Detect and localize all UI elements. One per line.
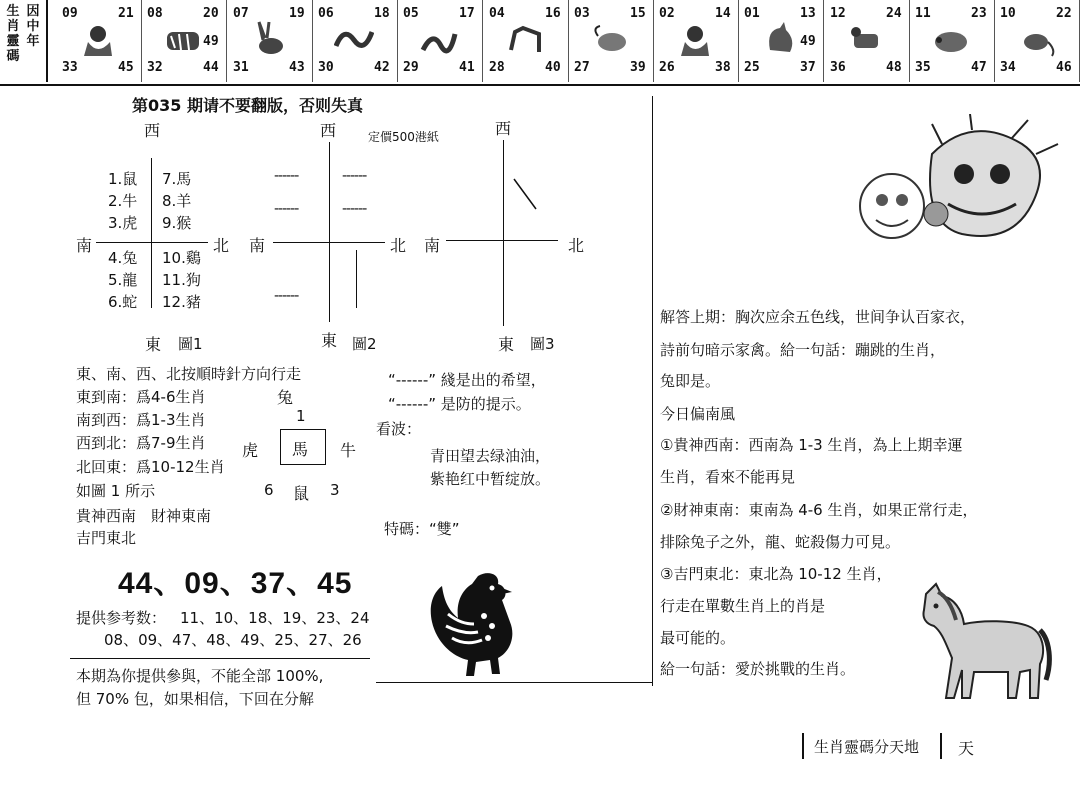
diagonal-stroke <box>510 175 540 215</box>
zodiac-number-top-right: 14 <box>715 6 731 21</box>
legend-prevent: “------” 是防的提示。 <box>388 395 531 413</box>
zodiac-number-bottom-right: 40 <box>545 60 561 75</box>
goat-icon <box>590 20 630 58</box>
zodiac-number-top-right: 15 <box>630 6 646 21</box>
diagram1-caption: 圖1 <box>178 335 203 353</box>
hint-2-line-1: ②財神東南：東南為 4-6 生肖，如果正常行走， <box>660 501 978 519</box>
zodiac-cell <box>653 0 739 82</box>
footer-char: 天 <box>958 739 975 758</box>
zodiac-number-top-left: 03 <box>574 6 590 21</box>
monkey-icon <box>78 20 118 58</box>
diagram2-east: 東 <box>321 331 338 350</box>
hint-2-line-2: 排除兔子之外，龍、蛇殺傷力可見。 <box>660 533 901 551</box>
zodiac-number-bottom-left: 31 <box>233 60 249 75</box>
zodiac-number-bottom-right: 46 <box>1056 60 1072 75</box>
rooster-icon <box>760 20 800 58</box>
diagram3-west: 西 <box>495 119 512 138</box>
zodiac-number-top-right: 16 <box>545 6 561 21</box>
direction-row-1: 貴神西南 財神東南 <box>76 507 212 525</box>
wind-line: 今日偏南風 <box>660 405 736 423</box>
zodiac-cell <box>483 0 569 82</box>
diagram1-item-right: 10.鷄 <box>162 249 201 267</box>
zodiac-number-bottom-left: 28 <box>489 60 505 75</box>
zodiac-number-bottom-right: 39 <box>630 60 646 75</box>
direction-row-2: 吉門東北 <box>76 529 137 547</box>
rule-line-1: 東、南、西、北按順時針方向行走 <box>76 365 302 383</box>
diagram2-south: 南 <box>249 236 266 255</box>
ref-numbers-line-1: 11、10、18、19、23、24 <box>180 609 370 627</box>
diagram1-item-right: 12.豬 <box>162 293 201 311</box>
zodiac-number-bottom-right: 47 <box>971 60 987 75</box>
zodiac-number-top-left: 05 <box>403 6 419 21</box>
zodiac-cell <box>141 0 227 82</box>
zodiac-cell <box>909 0 995 82</box>
zodiac-number-bottom-left: 30 <box>318 60 334 75</box>
zodiac-cell <box>994 0 1080 82</box>
answer-line-1: 解答上期：胸次应余五色线，世间争认百家衣， <box>660 308 976 326</box>
zodiac-number-top-right: 19 <box>289 6 305 21</box>
diagram1-item-left: 5.龍 <box>108 271 138 289</box>
brand-logo <box>0 0 48 82</box>
zodiac-number-bottom-left: 26 <box>659 60 675 75</box>
dog-icon <box>846 20 886 58</box>
horse-icon <box>505 20 545 58</box>
zodiac-number-bottom-right: 44 <box>203 60 219 75</box>
price-text: 定價500港紙 <box>368 130 439 144</box>
hint-3-line-3: 最可能的。 <box>660 629 736 647</box>
footer-brand-box <box>802 733 942 759</box>
zodiac-number-bottom-right: 42 <box>374 60 390 75</box>
cross-bottom: 鼠 <box>293 484 310 503</box>
zodiac-number-top-right: 21 <box>118 6 134 21</box>
hint-1-line-2: 生肖，看來不能再見 <box>660 468 796 486</box>
monkey-icon <box>675 20 715 58</box>
diagram2-west: 西 <box>320 121 337 140</box>
closing-line-1: 本期為你提供參與，不能全部 100%, <box>76 667 324 685</box>
zodiac-number-top-left: 06 <box>318 6 334 21</box>
zodiac-cell <box>824 0 910 82</box>
rooster-icon <box>418 566 534 682</box>
zodiac-cell <box>227 0 313 82</box>
rule-line-3: 南到西：爲1-3生肖 <box>76 411 206 429</box>
answer-line-2: 詩前句暗示家禽。給一句話：蹦跳的生肖， <box>660 341 946 359</box>
cross-left: 虎 <box>242 441 259 460</box>
zodiac-number-top-left: 04 <box>489 6 505 21</box>
diagram1-item-right: 7.馬 <box>162 170 192 188</box>
zodiac-cell <box>312 0 398 82</box>
cross-bottom-right-number: 3 <box>330 481 340 499</box>
horse-icon <box>912 580 1058 702</box>
zodiac-number-top-right: 17 <box>459 6 475 21</box>
rabbit-icon <box>249 20 289 58</box>
zodiac-number-top-right: 22 <box>1056 6 1072 21</box>
poem-line-1: 青田望去绿油油， <box>430 447 551 465</box>
diagram1-east: 東 <box>145 335 162 354</box>
ref-numbers-line-2: 08、09、47、48、49、25、27、26 <box>104 631 362 649</box>
rule-line-2: 東到南：爲4-6生肖 <box>76 388 206 406</box>
zodiac-number-bottom-right: 41 <box>459 60 475 75</box>
legend-hope: “------” 綫是出的希望， <box>388 371 546 389</box>
zodiac-number-bottom-right: 45 <box>118 60 134 75</box>
diagram1-item-right: 8.羊 <box>162 192 192 210</box>
diagram3-south: 南 <box>424 236 441 255</box>
zodiac-number-top-left: 08 <box>147 6 163 21</box>
zodiac-number-top-right: 24 <box>886 6 902 21</box>
closing-hint: 給一句話：愛於挑戰的生肖。 <box>660 660 856 678</box>
lion-dance-icon <box>852 114 1062 254</box>
notice-text: 第035 期请不要翻版，否则失真 <box>132 96 363 115</box>
diagram2-north: 北 <box>390 236 407 255</box>
cross-bottom-left-number: 6 <box>264 481 274 499</box>
hint-3-line-1: ③吉門東北：東北為 10-12 生肖， <box>660 565 892 583</box>
diagram1-item-right: 9.猴 <box>162 214 192 232</box>
zodiac-number-top-right: 20 <box>203 6 219 21</box>
footer-brand-text: 生肖靈碼分天地 <box>814 738 920 756</box>
zodiac-number-top-left: 11 <box>915 6 931 21</box>
zodiac-number-top-right: 13 <box>800 6 816 21</box>
zodiac-number-top-right: 23 <box>971 6 987 21</box>
closing-line-2: 但 70% 包，如果相信，下回在分解 <box>76 690 314 708</box>
diagram1-item-left: 3.虎 <box>108 214 138 232</box>
hint-3-line-2: 行走在單數生肖上的肖是 <box>660 597 826 615</box>
zodiac-number-bottom-right: 38 <box>715 60 731 75</box>
diagram2-caption: 圖2 <box>352 335 377 353</box>
diagram1-item-left: 1.鼠 <box>108 170 138 188</box>
ref-numbers-label: 提供参考数： <box>76 609 167 627</box>
zodiac-number-top-left: 02 <box>659 6 675 21</box>
zodiac-number-strip <box>0 0 1080 86</box>
cross-center: 馬 <box>292 440 309 459</box>
rule-line-5: 北回東：爲10-12生肖 <box>76 458 225 476</box>
pig-icon <box>931 20 971 58</box>
rule-line-6: 如圖 1 所示 <box>76 482 156 500</box>
dragon-icon <box>334 20 374 58</box>
poem-line-2: 紫艳红中暂绽放。 <box>430 470 551 488</box>
zodiac-number-bottom-left: 36 <box>830 60 846 75</box>
cross-center-box <box>280 429 326 465</box>
zodiac-number-top-right: 18 <box>374 6 390 21</box>
diagram3-caption: 圖3 <box>530 335 555 353</box>
zodiac-number-top-left: 01 <box>744 6 760 21</box>
diagram1-item-left: 2.牛 <box>108 192 138 210</box>
snake-icon <box>419 20 459 58</box>
zodiac-number-top-left: 07 <box>233 6 249 21</box>
cross-top-number: 1 <box>296 407 306 425</box>
watch-label: 看波： <box>376 420 422 438</box>
zodiac-number-bottom-left: 32 <box>147 60 163 75</box>
zodiac-cell <box>56 0 142 82</box>
diagram3-east: 東 <box>498 335 515 354</box>
rule-line-4: 西到北：爲7-9生肖 <box>76 434 206 452</box>
diagram1-item-left: 6.蛇 <box>108 293 138 311</box>
zodiac-cell <box>568 0 654 82</box>
zodiac-number-extra: 49 <box>203 34 219 49</box>
zodiac-number-top-left: 09 <box>62 6 78 21</box>
hint-1-line-1: ①貴神西南：西南為 1-3 生肖，為上上期幸運 <box>660 436 963 454</box>
special-code: 特碼：“雙” <box>384 520 460 538</box>
cross-right: 牛 <box>340 441 357 460</box>
zodiac-number-bottom-left: 27 <box>574 60 590 75</box>
brand-text-2: 因中年 <box>26 4 40 49</box>
answer-line-3: 兔即是。 <box>660 372 721 390</box>
diagram3-north: 北 <box>568 236 585 255</box>
diagram1-item-left: 4.兔 <box>108 249 138 267</box>
zodiac-number-bottom-left: 33 <box>62 60 78 75</box>
main-numbers: 44、09、37、45 <box>118 567 353 600</box>
zodiac-cell <box>738 0 824 82</box>
zodiac-number-bottom-left: 35 <box>915 60 931 75</box>
rat-icon <box>1016 20 1056 58</box>
zodiac-number-bottom-left: 29 <box>403 60 419 75</box>
zodiac-number-top-left: 12 <box>830 6 846 21</box>
zodiac-number-extra: 49 <box>800 34 816 49</box>
zodiac-number-bottom-right: 43 <box>289 60 305 75</box>
zodiac-cell <box>397 0 483 82</box>
zodiac-number-bottom-right: 48 <box>886 60 902 75</box>
diagram1-west: 西 <box>144 121 161 140</box>
zodiac-number-top-left: 10 <box>1000 6 1016 21</box>
tiger-icon <box>163 20 203 58</box>
diagram1-item-right: 11.狗 <box>162 271 201 289</box>
diagram1-south: 南 <box>76 236 93 255</box>
zodiac-number-bottom-left: 25 <box>744 60 760 75</box>
zodiac-number-bottom-left: 34 <box>1000 60 1016 75</box>
cross-top: 兔 <box>277 388 294 407</box>
diagram1-north: 北 <box>213 236 230 255</box>
brand-text-1: 生肖靈碼 <box>6 4 20 64</box>
zodiac-number-bottom-right: 37 <box>800 60 816 75</box>
